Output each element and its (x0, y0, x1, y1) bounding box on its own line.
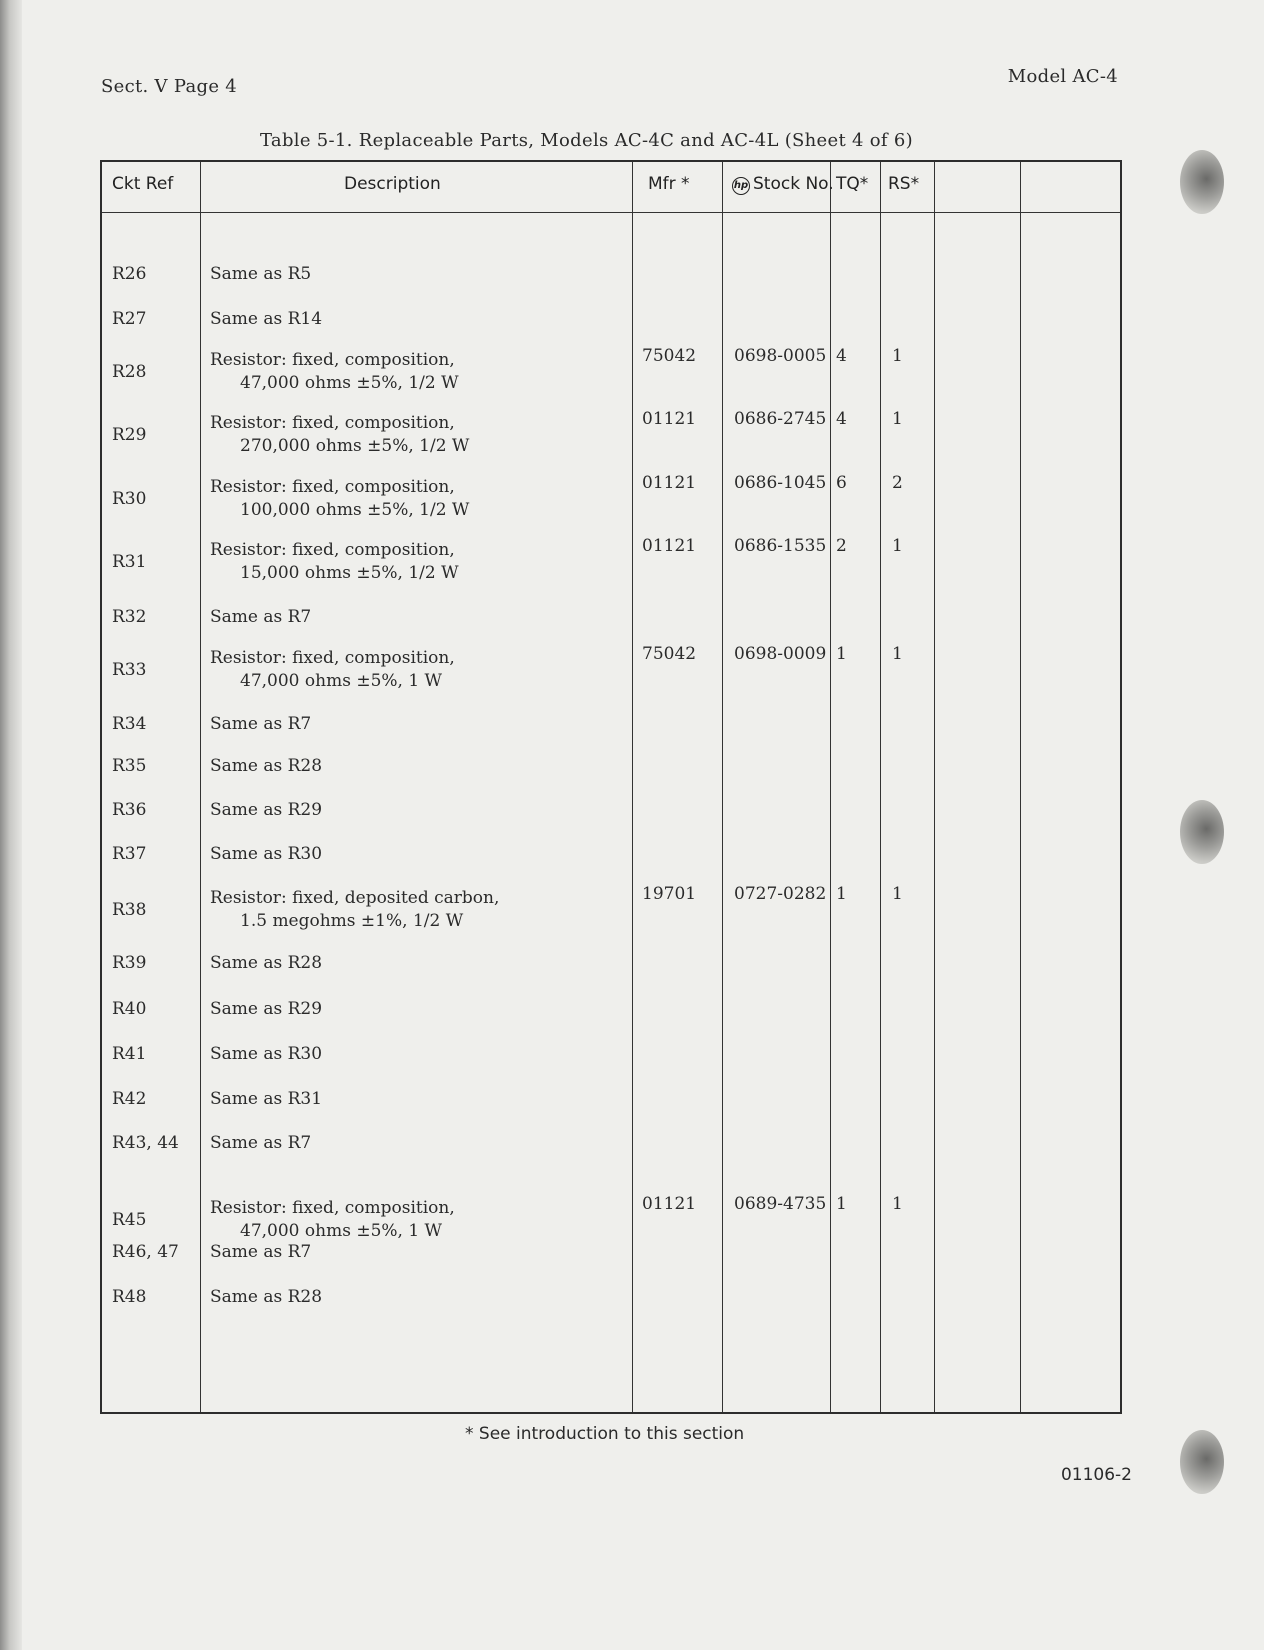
description-cell (210, 1286, 322, 1309)
mfr-cell: 19701 (642, 884, 697, 904)
tq-cell: 1 (836, 1194, 847, 1214)
description-line: Resistor: fixed, composition, (210, 477, 455, 497)
binder-hole (1180, 1430, 1224, 1494)
stock-no-cell: 0686-1045 (734, 473, 827, 493)
description-cell (210, 308, 322, 331)
rs-cell: 2 (892, 473, 903, 493)
column-divider (200, 162, 201, 1412)
stock-no-cell: 0686-2745 (734, 409, 827, 429)
ckt-ref-cell: R39 (112, 953, 147, 973)
ckt-ref-cell: R36 (112, 800, 147, 820)
stock-no-cell: 0698-0009 (734, 644, 827, 664)
ckt-ref-cell: R32 (112, 607, 147, 627)
mfr-cell: 01121 (642, 409, 697, 429)
tq-cell: 4 (836, 346, 847, 366)
stock-no-cell: 0698-0005 (734, 346, 827, 366)
description-line: Same as R7 (210, 607, 312, 627)
description-cell (210, 843, 322, 866)
ckt-ref-cell: R38 (112, 900, 147, 920)
column-divider (632, 162, 633, 1412)
table-caption: Table 5-1. Replaceable Parts, Models AC-4C and AC-4L (Sheet 4 of 6) (260, 130, 913, 151)
description-line: Same as R7 (210, 714, 312, 734)
description-cell (210, 755, 322, 778)
description-line: 15,000 ohms ±5%, 1/2 W (240, 563, 459, 583)
column-divider (934, 162, 935, 1412)
description-cell (210, 952, 322, 975)
description-cell (210, 412, 469, 458)
stock-no-cell: 0686-1535 (734, 536, 827, 556)
mfr-cell: 75042 (642, 644, 697, 664)
description-line: Same as R30 (210, 844, 323, 864)
description-line: Resistor: fixed, deposited carbon, (210, 888, 500, 908)
description-cell (210, 1241, 311, 1264)
stock-no-label: Stock No. (753, 174, 834, 194)
description-line: Same as R28 (210, 1287, 323, 1307)
description-cell (210, 606, 311, 629)
description-line: Resistor: fixed, composition, (210, 1198, 455, 1218)
ckt-ref-cell: R27 (112, 309, 147, 329)
description-cell (210, 1197, 455, 1243)
description-line: 1.5 megohms ±1%, 1/2 W (240, 911, 464, 931)
rs-cell: 1 (892, 536, 903, 556)
description-cell (210, 349, 459, 395)
description-line: 270,000 ohms ±5%, 1/2 W (240, 436, 470, 456)
col-header-rs: RS* (888, 174, 920, 194)
stock-no-cell: 0689-4735 (734, 1194, 827, 1214)
description-cell (210, 713, 311, 736)
ckt-ref-cell: R45 (112, 1210, 147, 1230)
model-header: Model AC-4 (1007, 66, 1118, 87)
rs-cell: 1 (892, 644, 903, 664)
description-line: 47,000 ohms ±5%, 1 W (240, 1221, 443, 1241)
ckt-ref-cell: R48 (112, 1287, 147, 1307)
description-cell (210, 1132, 311, 1155)
rs-cell: 1 (892, 346, 903, 366)
parts-table (100, 160, 1122, 1414)
description-cell (210, 263, 311, 286)
col-header-description: Description (344, 174, 441, 194)
mfr-cell: 01121 (642, 473, 697, 493)
description-cell (210, 539, 459, 585)
col-header-mfr: Mfr * (648, 174, 690, 194)
document-number: 01106-2 (1060, 1465, 1132, 1485)
description-line: Resistor: fixed, composition, (210, 540, 455, 560)
description-line: Resistor: fixed, composition, (210, 648, 455, 668)
hp-logo-icon: hp (732, 177, 750, 195)
description-line: Same as R14 (210, 309, 323, 329)
description-line: Same as R5 (210, 264, 312, 284)
ckt-ref-cell: R37 (112, 844, 147, 864)
ckt-ref-cell: R43, 44 (112, 1133, 179, 1153)
description-line: Same as R7 (210, 1242, 312, 1262)
description-line: 100,000 ohms ±5%, 1/2 W (240, 500, 470, 520)
mfr-cell: 01121 (642, 1194, 697, 1214)
description-line: Same as R28 (210, 953, 323, 973)
description-line: Resistor: fixed, composition, (210, 350, 455, 370)
tq-cell: 2 (836, 536, 847, 556)
ckt-ref-cell: R33 (112, 660, 147, 680)
description-line: Resistor: fixed, composition, (210, 413, 455, 433)
column-divider (722, 162, 723, 1412)
ckt-ref-cell: R41 (112, 1044, 147, 1064)
mfr-cell: 01121 (642, 536, 697, 556)
section-page-header: Sect. V Page 4 (101, 76, 238, 97)
description-line: Same as R7 (210, 1133, 312, 1153)
description-cell (210, 1088, 322, 1111)
tq-cell: 1 (836, 884, 847, 904)
ckt-ref-cell: R30 (112, 489, 147, 509)
col-header-stock-no (732, 174, 834, 195)
column-divider (880, 162, 881, 1412)
tq-cell: 6 (836, 473, 847, 493)
description-cell (210, 799, 322, 822)
column-divider (830, 162, 831, 1412)
rs-cell: 1 (892, 1194, 903, 1214)
tq-cell: 1 (836, 644, 847, 664)
description-line: 47,000 ohms ±5%, 1 W (240, 671, 443, 691)
rs-cell: 1 (892, 884, 903, 904)
ckt-ref-cell: R46, 47 (112, 1242, 179, 1262)
description-line: Same as R31 (210, 1089, 323, 1109)
ckt-ref-cell: R29 (112, 425, 147, 445)
col-header-ckt-ref: Ckt Ref (112, 174, 174, 194)
ckt-ref-cell: R28 (112, 362, 147, 382)
description-cell (210, 1043, 322, 1066)
ckt-ref-cell: R42 (112, 1089, 147, 1109)
col-header-tq: TQ* (836, 174, 869, 194)
header-divider (102, 212, 1120, 213)
stock-no-cell: 0727-0282 (734, 884, 827, 904)
description-line: Same as R30 (210, 1044, 323, 1064)
ckt-ref-cell: R35 (112, 756, 147, 776)
mfr-cell: 75042 (642, 346, 697, 366)
page-binding-edge (0, 0, 22, 1650)
footnote: * See introduction to this section (465, 1424, 745, 1444)
description-line: Same as R29 (210, 999, 323, 1019)
ckt-ref-cell: R26 (112, 264, 147, 284)
binder-hole (1180, 800, 1224, 864)
column-divider (1020, 162, 1021, 1412)
description-line: Same as R29 (210, 800, 323, 820)
description-cell (210, 647, 455, 693)
description-cell (210, 998, 322, 1021)
description-line: 47,000 ohms ±5%, 1/2 W (240, 373, 459, 393)
tq-cell: 4 (836, 409, 847, 429)
description-line: Same as R28 (210, 756, 323, 776)
description-cell (210, 476, 469, 522)
ckt-ref-cell: R31 (112, 552, 147, 572)
ckt-ref-cell: R40 (112, 999, 147, 1019)
binder-hole (1180, 150, 1224, 214)
description-cell (210, 887, 499, 933)
ckt-ref-cell: R34 (112, 714, 147, 734)
rs-cell: 1 (892, 409, 903, 429)
